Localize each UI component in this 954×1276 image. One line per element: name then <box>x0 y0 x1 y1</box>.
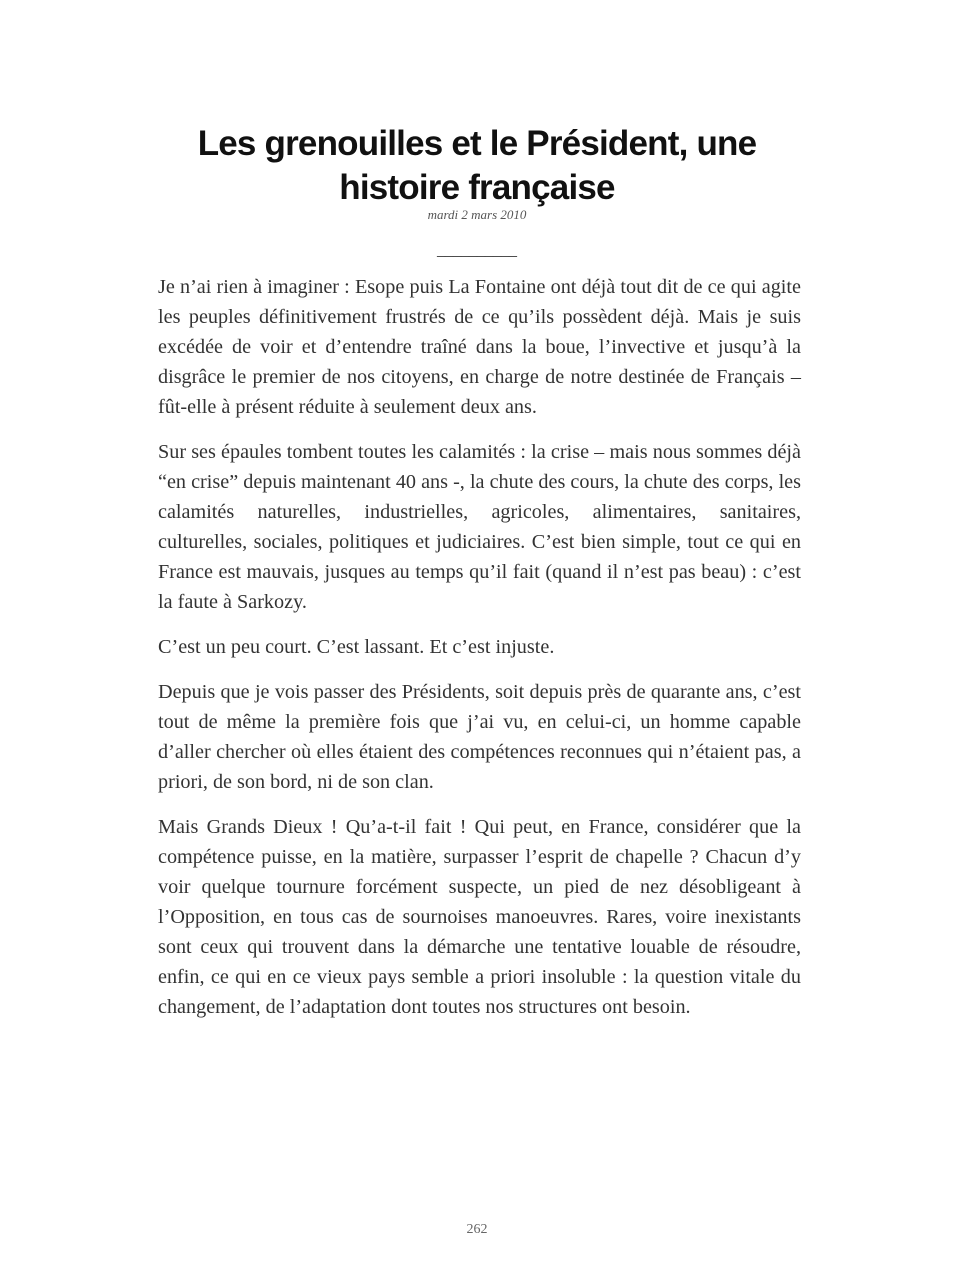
paragraph: Depuis que je vois passer des Présidents, soit depuis près de quarante ans, c’est tout de même la première fois que j’ai vu, en celui-ci, un homme capable d’aller chercher où elles étaient des compétences reconnues qui n’étaient pas, a priori, de son bord, ni de son clan. <box>158 681 801 793</box>
paragraph: C’est un peu court. C’est lassant. Et c’est injuste. <box>158 636 555 658</box>
article-date: mardi 2 mars 2010 <box>427 207 527 222</box>
page-number: 262 <box>466 1222 488 1237</box>
article-title: Les grenouilles et le Président, une histoire française <box>197 124 757 207</box>
article-body <box>158 272 801 1037</box>
paragraph: Mais Grands Dieux ! Qu’a-t-il fait ! Qui peut, en France, considérer que la compétence puisse, en la matière, surpasser l’esprit de chapelle ? Chacun d’y voir quelque tournure forcément suspecte, un pied de nez désobligeant à l’Opposition, en tous cas de sournoises manoeuvres. Rares, voire inexistants sont ceux qui trouvent dans la démarche une tentative louable de résoudre, enfin, ce qui en ce vieux pays semble a priori insoluble : la question vitale du changement, de l’adaptation dont toutes nos structures ont besoin. <box>158 816 801 1018</box>
paragraph: Je n’ai rien à imaginer : Esope puis La Fontaine ont déjà tout dit de ce qui agite les peuples définitivement frustrés de ce qu’ils possèdent déjà. Mais je suis excédée de voir et d’entendre traîné dans la boue, l’invective et jusqu’à la disgrâce le premier de nos citoyens, en charge de notre destinée de Français – fût-elle à présent réduite à seulement deux ans. <box>158 276 801 418</box>
paragraph: Sur ses épaules tombent toutes les calamités : la crise – mais nous sommes déjà “en crise” depuis maintenant 40 ans -, la chute des cours, la chute des corps, les calamités naturelles, industrielles, agricoles, alimentaires, sanitaires, culturelles, sociales, politiques et judiciaires. C’est bien simple, tout ce qui en France est mauvais, jusques au temps qu’il fait (quand il n’est pas beau) : c’est la faute à Sarkozy. <box>158 441 801 613</box>
separator-line: __________ <box>437 242 517 259</box>
